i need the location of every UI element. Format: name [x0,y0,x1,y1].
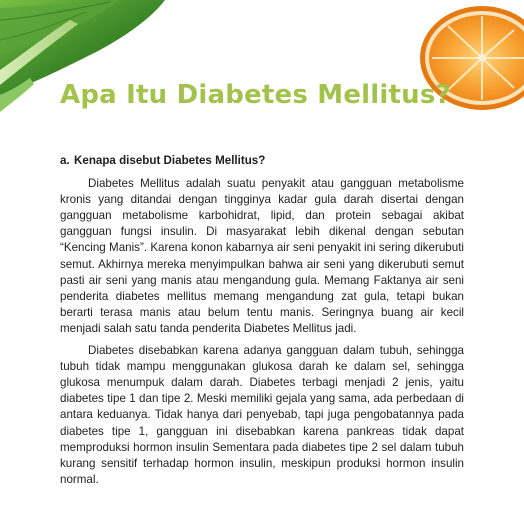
article-body [60,153,464,494]
page-title: Apa Itu Diabetes Mellitus? [60,80,451,110]
section-number: a. [60,154,70,167]
paragraph: Diabetes disebabkan karena adanya gangguan dalam tubuh, sehingga tubuh tidak mampu menggunakan glukosa darah ke dalam sel, sehingga glukosa menumpuk dalam darah. Diabetes terbagi menjadi 2 jenis, yaitu diabetes tipe 1 dan tipe 2. Meski memiliki gejala yang sama, ada perbedaan di antara keduanya. Tidak hanya dari penyebab, tapi juga pengobatannya pada diabetes tipe 1, gangguan ini disebabkan karena pankreas tidak dapat memproduksi hormon insulin Sementara pada diabetes tipe 2 sel dalam tubuh kurang sensitif terhadap hormon insulin, meskipun produksi hormon insulin normal. [60,344,464,486]
section-heading-text: Kenapa disebut Diabetes Mellitus? [74,154,266,167]
section-heading [60,153,464,169]
paragraph: Diabetes Mellitus adalah suatu penyakit atau gangguan metabolisme kronis yang ditandai dengan tingginya kadar gula darah disertai dengan gangguan metabolisme karbohidrat, lipid, dan protein sebagai akibat gangguan fungsi insulin. Di masyarakat lebih dikenal dengan sebutan “Kencing Manis”. Karena konon kabarnya air seni penyakit ini sering dikerubuti semut. Akhirnya mereka menyimpulkan bahwa air seni yang dikerubuti semut pasti air seni yang manis atau mengandung gula. Memang Faktanya air seni penderita diabetes mellitus memang mengandung zat gula, tetapi bukan berarti terasa manis atau belum tentu manis. Seringnya buang air kecil menjadi salah satu tanda penderita Diabetes Mellitus jadi. [60,177,464,335]
